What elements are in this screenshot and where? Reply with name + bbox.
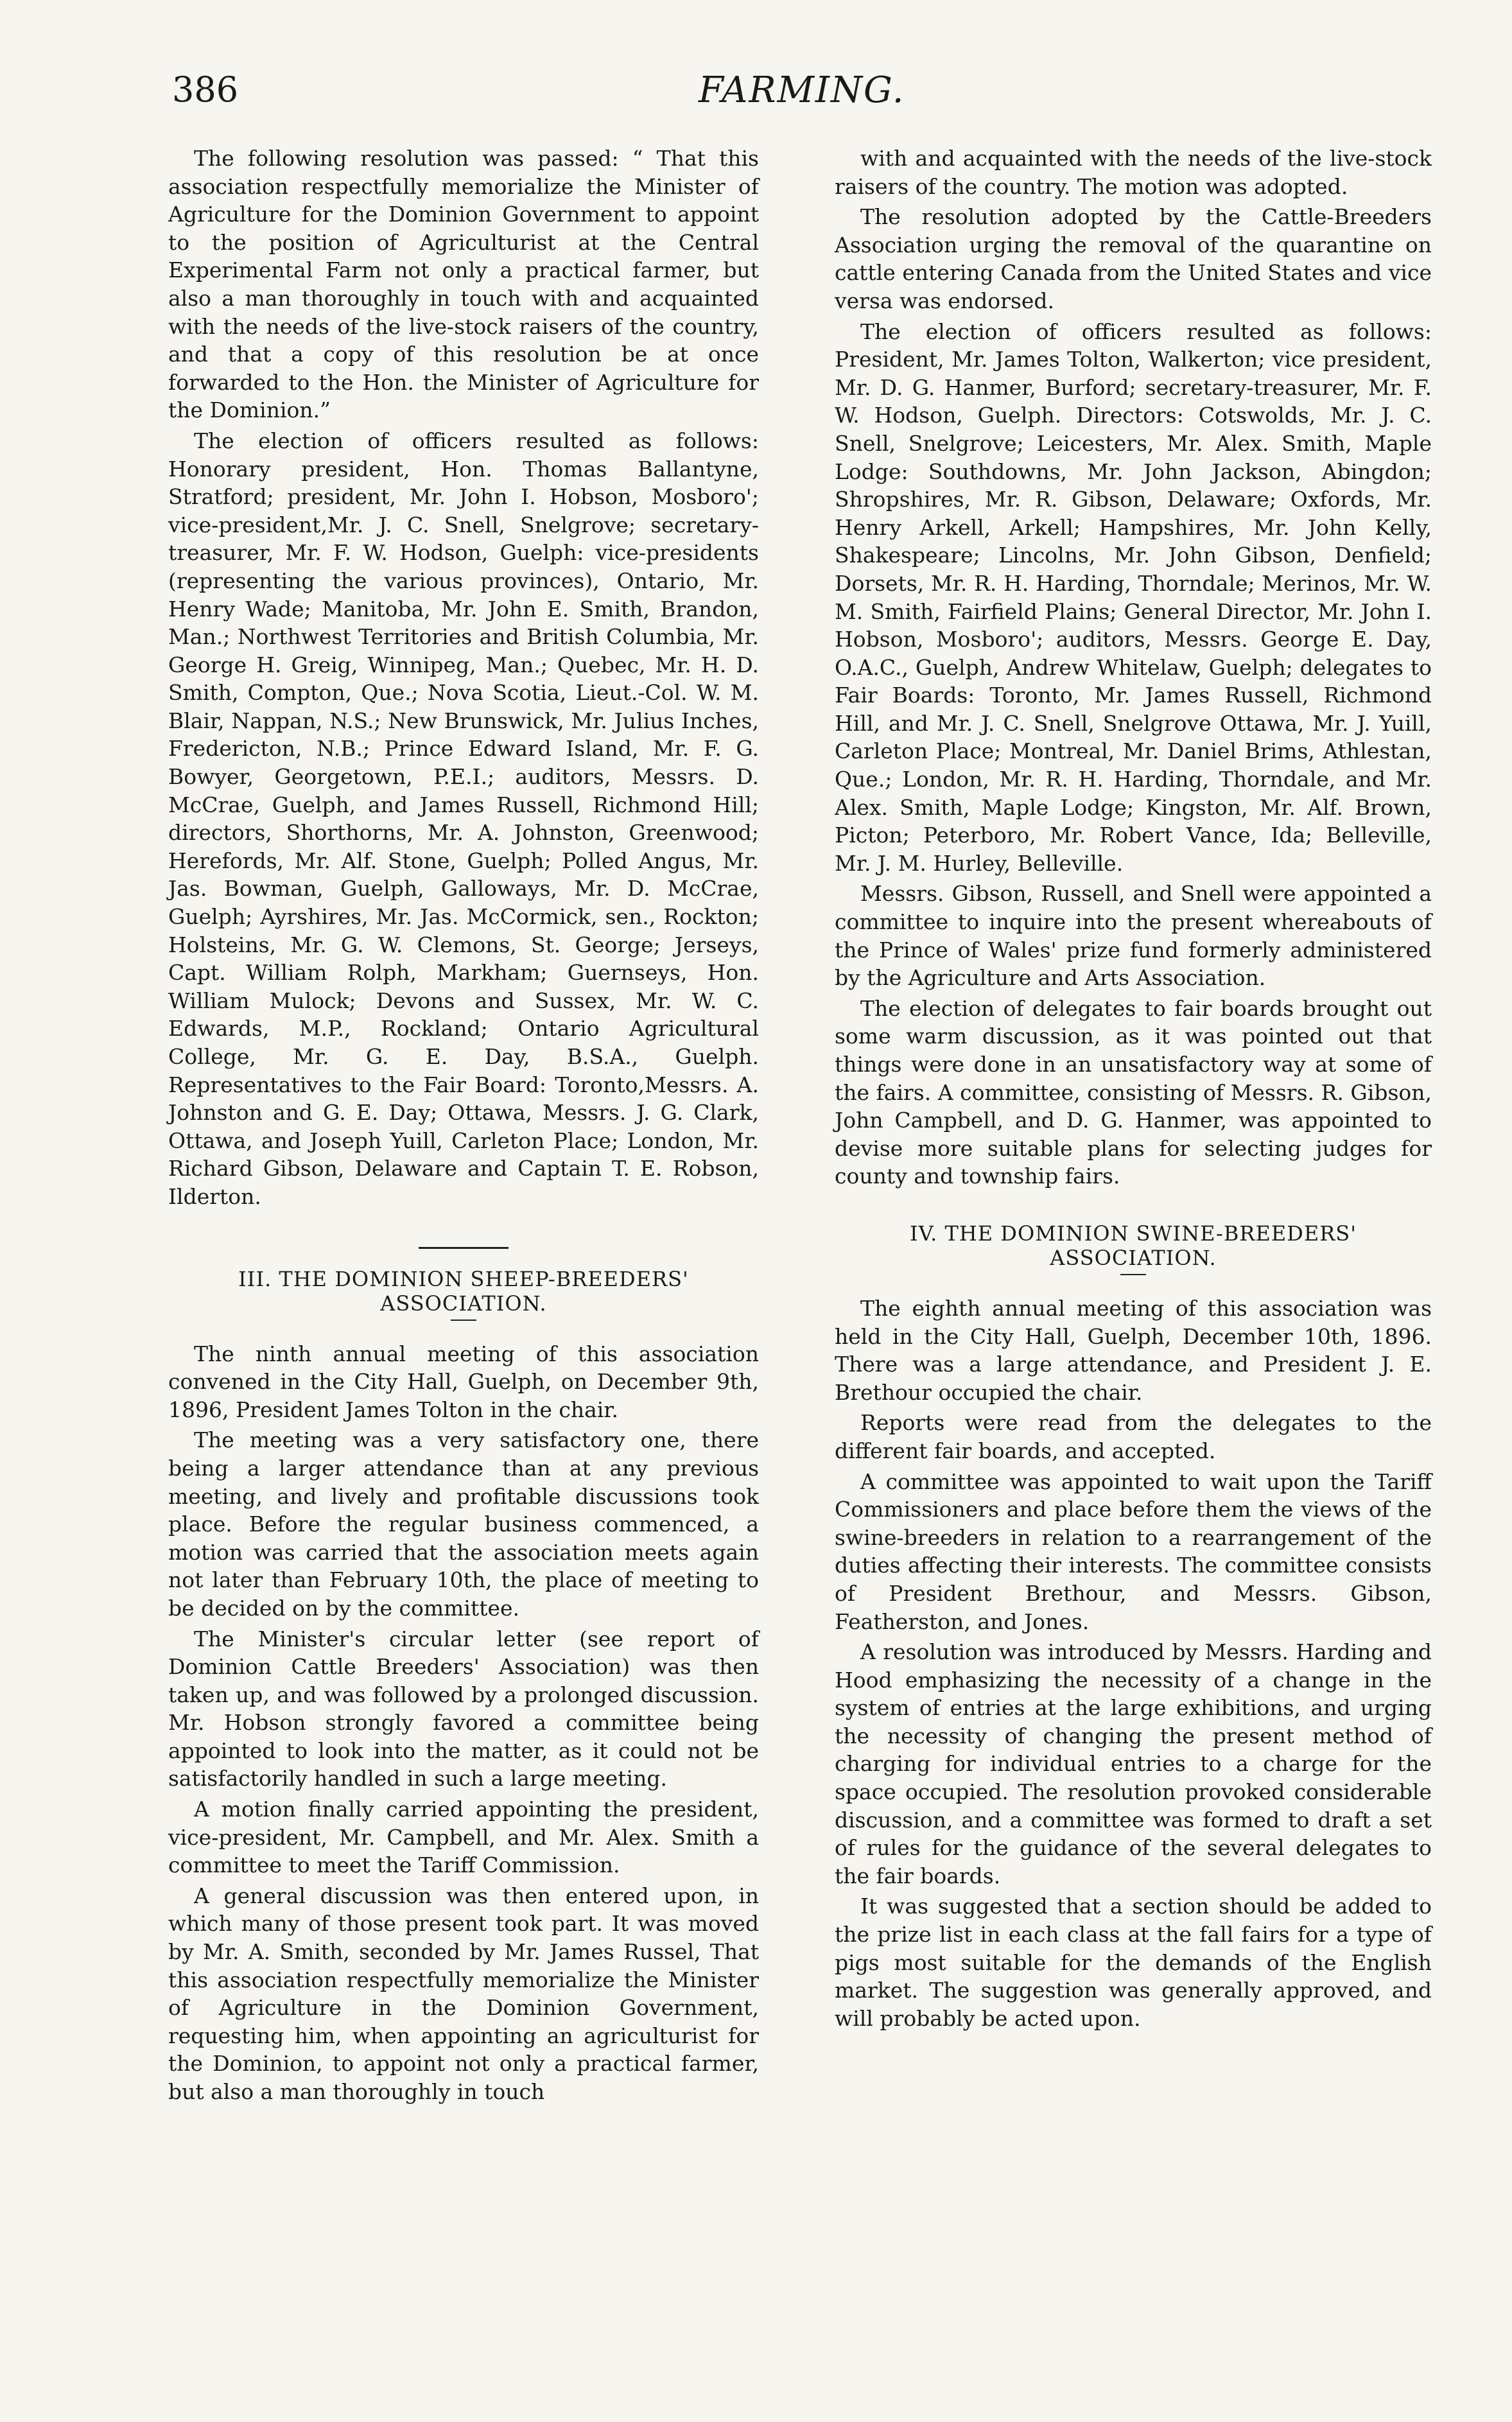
section-heading-line: IV. THE DOMINION SWINE-BREEDERS' <box>910 1221 1357 1246</box>
section-heading-sheep <box>168 1267 759 1316</box>
section-heading-line: ASSOCIATION. <box>380 1291 547 1316</box>
body-paragraph: A committee was appointed to wait upon the Tariff Commissioners and place before them the views of the swine-breeders in relation to a rearrangement of the duties affecting their interests. The committee consists of President Brethour, and Messrs. Gibson, Featherston, and Jones. <box>835 1468 1432 1634</box>
body-paragraph: A general discussion was then entered upon, in which many of those present took part. It was moved by Mr. A. Smith, seconded by Mr. James Russel, That this association respectfully memorialize the Minister of Agriculture in the Dominion Government, requesting him, when appointing an agriculturist for the Dominion, to appoint not only a practical farmer, but also a man thoroughly in touch <box>168 1883 759 2104</box>
page-header <box>172 69 1353 127</box>
left-column <box>168 144 759 2106</box>
body-paragraph: It was suggested that a section should be added to the prize list in each class at the fall fairs for a type of pigs most suitable for the demands of the English market. The suggestion was generally approved, and will probably be acted upon. <box>835 1894 1432 2031</box>
body-paragraph: The election of delegates to fair boards brought out some warm discussion, as it was pointed out that things were done in an unsatisfactory way at some of the fairs. A committee, consisting of Messrs. R. Gibson, John Campbell, and D. G. Hanmer, was appointed to devise more suitable plans for selecting judges for county and township fairs. <box>835 995 1432 1189</box>
body-paragraph: The Minister's circular letter (see report of Dominion Cattle Breeders' Association) was then taken up, and was followed by a prolonged discussion. Mr. Hobson strongly favored a committee being appointed to look into the matter, as it could not be satisfactorily handled in such a large meeting. <box>168 1626 759 1791</box>
body-paragraph: The ninth annual meeting of this association convened in the City Hall, Guelph, on December 9th, 1896, President James Tolton in the chair. <box>168 1341 759 1422</box>
body-paragraph: A motion finally carried appointing the president, vice-president, Mr. Campbell, and Mr. Alex. Smith a committee to meet the Tariff Commission. <box>168 1797 759 1878</box>
body-paragraph: The eighth annual meeting of this association was held in the City Hall, Guelph, December 10th, 1896. There was a large attendance, and President J. E. Brethour occupied the chair. <box>835 1295 1432 1405</box>
section-heading-swine <box>835 1221 1432 1270</box>
body-paragraph: Reports were read from the delegates to the different fair boards, and accepted. <box>835 1410 1432 1463</box>
body-paragraph: Messrs. Gibson, Russell, and Snell were appointed a committee to inquire into the present whereabouts of the Prince of Wales' prize fund formerly administered by the Agriculture and Arts Association. <box>835 881 1432 991</box>
right-column <box>835 144 1432 2032</box>
resolution-paragraph: The following resolution was passed: “ That this association respectfully memorialize the Minister of Agriculture for the Dominion Government to appoint to the position of Agriculturist at the Central Experimental Farm not only a practical farmer, but also a man thoroughly in touch with and acquainted with the needs of the live-stock raisers of the country, and that a copy of this resolution be at once forwarded to the Hon. the Minister of Agriculture for the Dominion.” <box>168 146 759 423</box>
page-number: 386 <box>172 69 239 110</box>
officers-paragraph: The election of officers resulted as follows: President, Mr. James Tolton, Walkerton; vice president, Mr. D. G. Hanmer, Burford; secretary-treasurer, Mr. F. W. Hodson, Guelph. Directors: Cotswolds, Mr. J. C. Snell, Snelgrove; Leicesters, Mr. Alex. Smith, Maple Lodge: Southdowns, Mr. John Jackson, Abingdon; Shropshires, Mr. R. Gibson, Delaware; Oxfords, Mr. Henry Arkell, Arkell; Hampshires, Mr. John Kelly, Shakespeare; Lincolns, Mr. John Gibson, Denfield; Dorsets, Mr. R. H. Harding, Thorndale; Merinos, Mr. W. M. Smith, Fairfield Plains; General Director, Mr. John I. Hobson, Mosboro'; auditors, Messrs. George E. Day, O.A.C., Guelph, Andrew Whitelaw, Guelph; delegates to Fair Boards: Toronto, Mr. James Russell, Richmond Hill, and Mr. J. C. Snell, Snelgrove Ottawa, Mr. J. Yuill, Carleton Place; Montreal, Mr. Daniel Brims, Athlestan, Que.; London, Mr. R. H. Harding, Thorndale, and Mr. Alex. Smith, Maple Lodge; Kingston, Mr. Alf. Brown, Picton; Peterboro, Mr. Robert Vance, Ida; Belleville, Mr. J. M. Hurley, Belleville. <box>835 318 1432 876</box>
heading-dash <box>1120 1274 1146 1275</box>
section-divider <box>419 1247 508 1249</box>
body-paragraph: A resolution was introduced by Messrs. Harding and Hood emphasizing the necessity of a change in the system of entries at the large exhibitions, and urging the necessity of changing the present method of charging for individual entries to a charge for the space occupied. The resolution provoked considerable discussion, and a committee was formed to draft a set of rules for the guidance of the several delegates to the fair boards. <box>835 1639 1432 1888</box>
body-paragraph: The meeting was a very satisfactory one, there being a larger attendance than at any previous meeting, and lively and profitable discussions took place. Before the regular business commenced, a motion was carried that the association meets again not later than February 10th, the place of meeting to be decided on by the committee. <box>168 1427 759 1621</box>
section-heading-line: III. THE DOMINION SHEEP-BREEDERS' <box>238 1266 689 1291</box>
body-paragraph: with and acquainted with the needs of the live-stock raisers of the country. The motion was adopted. <box>835 146 1432 199</box>
running-title: FARMING. <box>699 69 905 111</box>
officers-paragraph: The election of officers resulted as follows: Honorary president, Hon. Thomas Ballantyne, Stratford; president, Mr. John I. Hobson, Mosboro'; vice-president,Mr. J. C. Snell, Snelgrove; secretary-treasurer, Mr. F. W. Hodson, Guelph: vice-presidents (representing the various provinces), Ontario, Mr. Henry Wade; Manitoba, Mr. John E. Smith, Brandon, Man.; Northwest Territories and British Columbia, Mr. George H. Greig, Winnipeg, Man.; Quebec, Mr. H. D. Smith, Compton, Que.; Nova Scotia, Lieut.-Col. W. M. Blair, Nappan, N.S.; New Brunswick, Mr. Julius Inches, Fredericton, N.B.; Prince Edward Island, Mr. F. G. Bowyer, Georgetown, P.E.I.; auditors, Messrs. D. McCrae, Guelph, and James Russell, Richmond Hill; directors, Shorthorns, Mr. A. Johnston, Greenwood; Herefords, Mr. Alf. Stone, Guelph; Polled Angus, Mr. Jas. Bowman, Guelph, Galloways, Mr. D. McCrae, Guelph; Ayrshires, Mr. Jas. McCormick, sen., Rockton; Holsteins, Mr. G. W. Clemons, St. George; Jerseys, Capt. William Rolph, Markham; Guernseys, Hon. William Mulock; Devons and Sussex, Mr. W. C. Edwards, M.P., Rockland; Ontario Agricultural College, Mr. G. E. Day, B.S.A., Guelph. Representatives to the Fair Board: Toronto,Messrs. A. Johnston and G. E. Day; Ottawa, Messrs. J. G. Clark, Ottawa, and Joseph Yuill, Carleton Place; London, Mr. Richard Gibson, Delaware and Captain T. E. Robson, Ilderton. <box>168 428 759 1209</box>
heading-dash <box>451 1320 476 1321</box>
section-heading-line: ASSOCIATION. <box>1050 1245 1217 1270</box>
body-paragraph: The resolution adopted by the Cattle-Breeders Association urging the removal of the quarantine on cattle entering Canada from the United States and vice versa was endorsed. <box>835 204 1432 313</box>
